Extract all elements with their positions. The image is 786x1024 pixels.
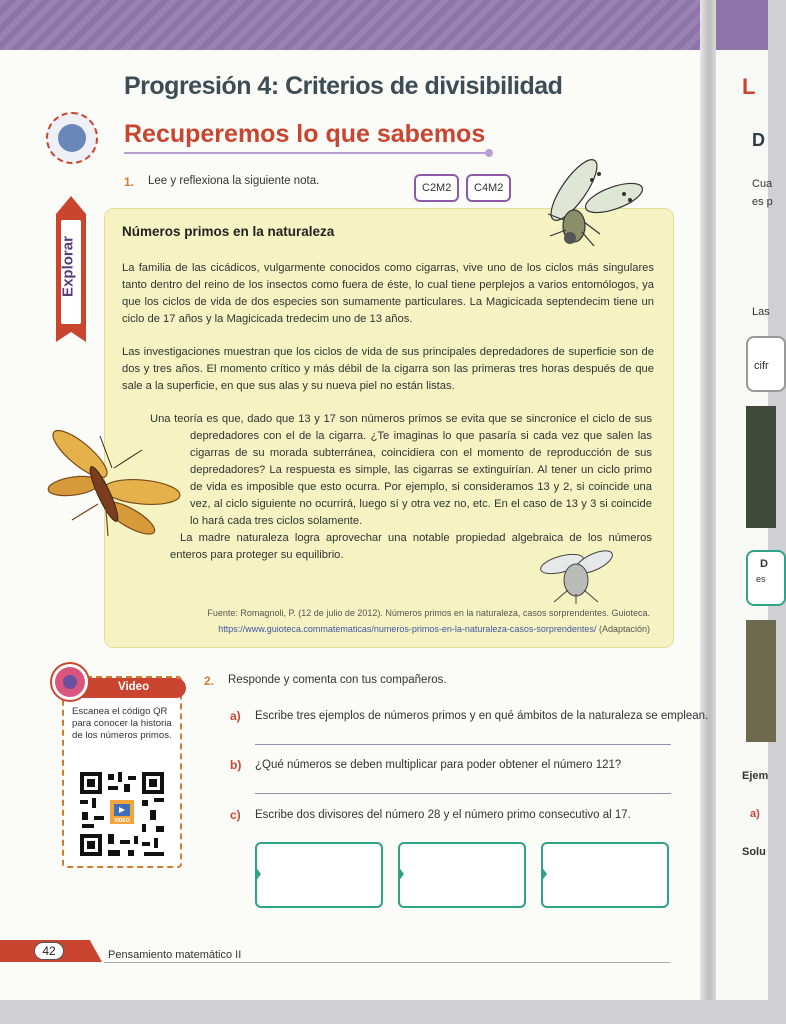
note-paragraph: Una teoría es que, dado que 13 y 17 son números primos se evita que se sincronice el ciclo de sus depredadores con el de la cigarra. ¿Te imaginas lo que pasaría si cada vez que salen las cigarras de su morada subterránea, coincidiera con el momento de reproducción de sus depredadores? La respuesta es simple, las cigarras se extinguirían. Al tener un ciclo primo de vida es imposible que esto ocurra. Por ejemplo, si consideramos 13 y 2, si coincide una vez, al ciclo siguiente no ocurrirá, luego sí y otra vez no, etc. En el caso de 13 y 3 si coincide lo hará cada tres ciclos solamente. bbox=[150, 413, 652, 527]
question-text: Escribe dos divisores del número 28 y el número primo consecutivo al 17. bbox=[255, 809, 631, 821]
item-number: 1. bbox=[124, 175, 135, 189]
source-suffix: (Adaptación) bbox=[598, 624, 650, 634]
cicada-illustration bbox=[544, 160, 644, 252]
question-label: b) bbox=[230, 758, 242, 772]
question-text: Escribe tres ejemplos de números primos y en qué ámbitos de la naturaleza se emplean. bbox=[255, 710, 709, 722]
lacewing-illustration bbox=[42, 424, 184, 548]
right-page-fragment: a) bbox=[750, 808, 760, 820]
right-page-fragment: Solu bbox=[742, 846, 766, 858]
right-page-fragment: es p bbox=[752, 196, 773, 208]
source-link[interactable]: https://www.guioteca.commatematicas/numeros-primos-en-la-naturaleza-casos-sorprendentes/ bbox=[218, 624, 597, 634]
answer-line[interactable] bbox=[255, 793, 671, 794]
qr-code[interactable] bbox=[78, 770, 166, 858]
right-page-fragment: cifr bbox=[754, 360, 769, 372]
item-instruction: Responde y comenta con tus compañeros. bbox=[228, 674, 447, 686]
right-page-fragment: Las bbox=[752, 306, 770, 318]
fly-illustration bbox=[538, 546, 614, 604]
right-page-fragment: es bbox=[756, 574, 766, 584]
section-divider bbox=[124, 152, 490, 154]
section-title: Recuperemos lo que sabemos bbox=[124, 120, 486, 148]
page-number: 42 bbox=[34, 942, 64, 960]
section-badge bbox=[46, 112, 98, 164]
source-link-row bbox=[170, 621, 650, 637]
right-page-fragment: Ejem bbox=[742, 770, 769, 782]
note-source bbox=[170, 605, 650, 637]
question-label: a) bbox=[230, 709, 241, 723]
note-paragraph: La familia de las cicádicos, vulgarmente conocidos como cigarras, vive uno de los ciclos más singulares tanto dentro del reino de los insectos como fuera de éste, lo cual tiene perplejos a varios entomólogos, ya que los ciclos de vida de dos especies son sumamente particulares. La Magicicada septendecim tiene un ciclo de 17 años y la Magicicada tredecim uno de 13 años. bbox=[122, 262, 654, 325]
question-text: ¿Qué números se deben multiplicar para poder obtener el número 121? bbox=[255, 759, 622, 771]
right-page-illustration bbox=[746, 406, 776, 528]
right-page bbox=[716, 0, 773, 1000]
right-page-illustration bbox=[746, 620, 776, 742]
right-header-band bbox=[716, 0, 768, 50]
answer-box[interactable] bbox=[541, 842, 669, 908]
qr-video-badge: VIDEO bbox=[114, 818, 130, 824]
note-title: Números primos en la naturaleza bbox=[122, 224, 335, 239]
video-description: Escanea el código QR para conocer la historia de los números primos. bbox=[72, 706, 172, 741]
chapter-title: Progresión 4: Criterios de divisibilidad bbox=[124, 72, 563, 100]
question-label: c) bbox=[230, 808, 241, 822]
answer-line[interactable] bbox=[255, 744, 671, 745]
note-paragraph: La madre naturaleza logra aprovechar una notable propiedad algebraica de los números enteros para proteger su equilibrio. bbox=[170, 532, 652, 561]
footer-rule bbox=[104, 962, 670, 963]
explorar-label: Explorar bbox=[59, 236, 77, 297]
people-icon bbox=[58, 124, 86, 152]
video-icon bbox=[52, 664, 88, 700]
right-page-fragment: D bbox=[752, 130, 765, 150]
competency-code-tag: C4M2 bbox=[466, 174, 511, 202]
right-page-fragment: Cua bbox=[752, 178, 773, 190]
right-page-fragment: L bbox=[742, 74, 756, 99]
book-title: Pensamiento matemático II bbox=[108, 949, 242, 961]
explorar-tab bbox=[56, 196, 86, 342]
item-instruction: Lee y reflexiona la siguiente nota. bbox=[148, 175, 320, 187]
answer-box[interactable] bbox=[398, 842, 526, 908]
source-citation: Fuente: Romagnoli, P. (12 de julio de 2012). Números primos en la naturaleza, casos sorprendentes. Guioteca. bbox=[207, 608, 650, 618]
video-label: Video bbox=[118, 681, 150, 693]
answer-box[interactable] bbox=[255, 842, 383, 908]
note-paragraph: Las investigaciones muestran que los ciclos de vida de sus principales depredadores de superficie son de dos y tres años. El momento crítico y más débil de la cigarra son las primeras tres horas después de que sale a la superficie, en que sus alas y su nueva piel no están listas. bbox=[122, 346, 654, 392]
right-page-fragment: D bbox=[760, 558, 768, 570]
item-number: 2. bbox=[204, 674, 215, 688]
competency-code-tag: C2M2 bbox=[414, 174, 459, 202]
header-band bbox=[0, 0, 712, 50]
